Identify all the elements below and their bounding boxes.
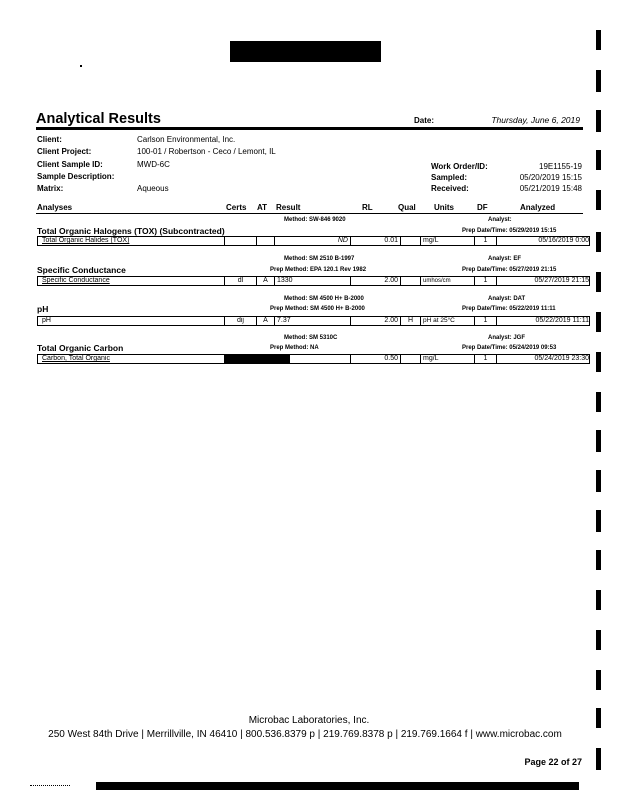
analyst: Analyst: [488, 217, 512, 223]
analyst: Analyst: JGF [488, 335, 526, 341]
units-cell: mg/L [420, 355, 474, 363]
at-cell: A [256, 317, 274, 325]
page-number: Page 22 of 27 [524, 757, 582, 767]
client-value: Carlson Environmental, Inc. [137, 135, 236, 144]
col-rl: RL [362, 203, 373, 212]
df-cell: 1 [474, 355, 496, 363]
prep-datetime: Prep Date/Time: 05/22/2019 11:11 [462, 306, 556, 312]
qual-cell [400, 277, 420, 285]
table-row [37, 316, 590, 326]
units-cell: pH at 25°C [420, 317, 474, 325]
units-cell: mg/L [420, 237, 474, 245]
sample-id-value: MWD-6C [137, 160, 170, 169]
prep-method: Prep Method: EPA 120.1 Rev 1982 [270, 267, 367, 273]
sampled-label: Sampled: [431, 173, 468, 182]
certs-cell [224, 237, 256, 245]
received-value: 05/21/2019 15:48 [519, 184, 582, 193]
table-row [37, 236, 590, 246]
work-order-label: Work Order/ID: [431, 162, 488, 171]
footer-company: Microbac Laboratories, Inc. [248, 715, 370, 726]
certs-cell [224, 355, 256, 363]
units-cell: umhos/cm [420, 277, 474, 285]
method: Method: SM 2510 B-1997 [284, 256, 355, 262]
specks [80, 65, 82, 67]
col-at: AT [257, 203, 268, 212]
col-analyses: Analyses [37, 203, 73, 212]
page-title: Analytical Results [36, 111, 161, 127]
analyte-name: Specific Conductance [42, 277, 110, 284]
header-rule [36, 213, 583, 214]
rl-cell: 2.00 [350, 317, 400, 325]
qual-cell [400, 237, 420, 245]
certs-cell: dl [224, 277, 256, 285]
qual-cell: H [400, 317, 420, 325]
client-label: Client: [37, 135, 62, 144]
prep-datetime: Prep Date/Time: 05/27/2019 21:15 [462, 267, 557, 273]
bottom-dashes [30, 785, 70, 787]
certs-cell: dij [224, 317, 256, 325]
project-value: 100-01 / Robertson - Ceco / Lemont, IL [137, 147, 276, 156]
analyst: Analyst: DAT [488, 296, 526, 302]
rl-cell: 0.50 [350, 355, 400, 363]
matrix-label: Matrix: [37, 184, 64, 193]
prep-method: Prep Method: SM 4500 H+ B-2000 [270, 306, 365, 312]
col-analyzed: Analyzed [520, 203, 556, 212]
df-cell: 1 [474, 317, 496, 325]
result-cell-redacted [274, 355, 290, 363]
df-cell: 1 [474, 277, 496, 285]
col-df: DF [477, 203, 488, 212]
received-label: Received: [431, 184, 469, 193]
analyzed-cell: 05/24/2019 23:30 [496, 355, 591, 363]
rl-cell: 2.00 [350, 277, 400, 285]
result-cell: 7.37 [274, 317, 350, 325]
section-title: Total Organic Carbon [37, 343, 124, 353]
analyst: Analyst: EF [488, 256, 522, 262]
title-rule [36, 127, 583, 130]
at-cell [256, 237, 274, 245]
analyte-name: Total Organic Halides (TOX) [42, 237, 130, 244]
analyte-name: Carbon, Total Organic [42, 355, 110, 362]
method: Method: SM 5310C [284, 335, 338, 341]
table-row [37, 354, 590, 364]
col-certs: Certs [226, 203, 247, 212]
rl-cell: 0.01 [350, 237, 400, 245]
section-title: Total Organic Halogens (TOX) (Subcontracted) [37, 226, 225, 236]
df-cell: 1 [474, 237, 496, 245]
prep-datetime: Prep Date/Time: 05/29/2019 15:15 [462, 228, 557, 234]
at-cell: A [256, 277, 274, 285]
analyzed-cell: 05/22/2019 11:11 [496, 317, 591, 325]
analyte-name: pH [42, 317, 51, 324]
col-qual: Qual [398, 203, 416, 212]
section-title: pH [37, 304, 49, 314]
footer-address: 250 West 84th Drive | Merrillville, IN 46410 | 800.536.8379 p | 219.769.8378 p | 219.769.1664 f | www.microbac.com [48, 729, 562, 740]
project-label: Client Project: [37, 147, 92, 156]
col-units: Units [434, 203, 454, 212]
qual-cell [400, 355, 420, 363]
work-order-value: 19E1155-19 [539, 162, 582, 171]
prep-datetime: Prep Date/Time: 05/24/2019 09:53 [462, 345, 557, 351]
sampled-value: 05/20/2019 15:15 [519, 173, 582, 182]
table-row [37, 276, 590, 286]
date-label: Date: [414, 116, 435, 125]
analyzed-cell: 05/27/2019 21:15 [496, 277, 591, 285]
matrix-value: Aqueous [137, 184, 169, 193]
method: Method: SW-846 9020 [284, 217, 346, 223]
prep-method: Prep Method: NA [270, 345, 319, 351]
col-result: Result [276, 203, 301, 212]
sample-desc-label: Sample Description: [37, 172, 115, 181]
method: Method: SM 4500 H+ B-2000 [284, 296, 364, 302]
at-cell [256, 355, 274, 363]
redaction-bar-bottom [96, 782, 579, 790]
result-cell: ND [274, 237, 350, 245]
result-cell: 1330 [274, 277, 350, 285]
section-title: Specific Conductance [37, 265, 126, 275]
analyzed-cell: 05/16/2019 0:00 [496, 237, 591, 245]
sample-id-label: Client Sample ID: [37, 160, 103, 169]
date-value: Thursday, June 6, 2019 [491, 115, 580, 125]
redaction-block-top [230, 41, 381, 62]
